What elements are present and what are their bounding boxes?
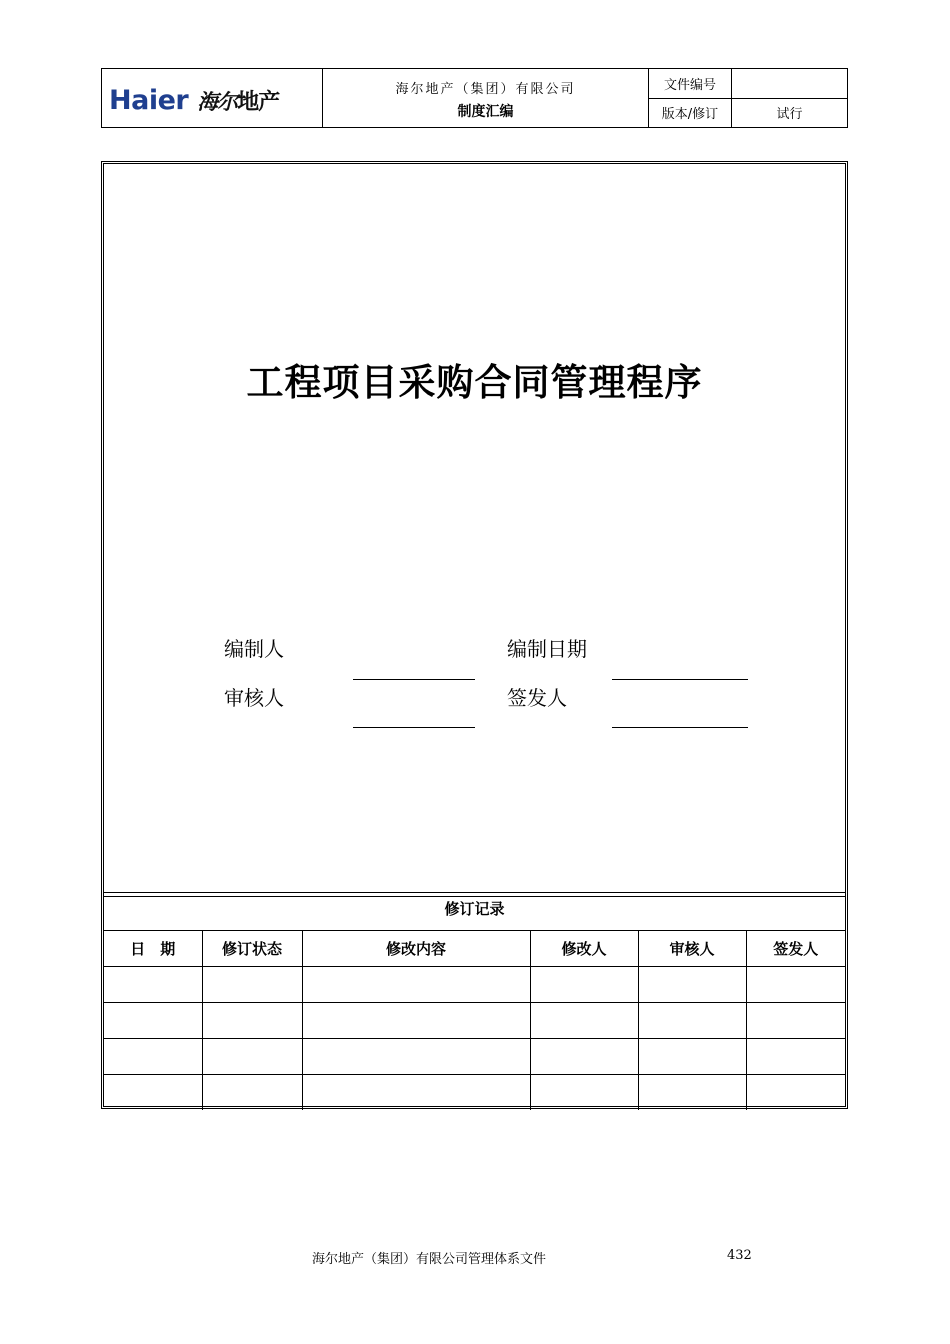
- table-cell: [746, 1003, 845, 1039]
- header-company-cell: [323, 69, 649, 127]
- table-cell: [104, 1003, 202, 1039]
- revision-table: [104, 930, 845, 1110]
- haier-logo: [109, 85, 279, 116]
- reviewer-label: 审核人: [224, 686, 284, 710]
- table-cell: [746, 1039, 845, 1075]
- reviewer-signature-line: [353, 727, 475, 728]
- version-row: [649, 98, 847, 127]
- table-cell: [302, 1003, 530, 1039]
- document-series: 制度汇编: [457, 104, 514, 120]
- table-cell: [746, 967, 845, 1003]
- issuer-label: 签发人: [507, 686, 567, 710]
- compiler-label: 编制人: [224, 637, 284, 661]
- table-row: [104, 1075, 845, 1111]
- table-cell: [638, 1075, 746, 1111]
- table-cell: [104, 967, 202, 1003]
- revision-separator-top: [104, 892, 845, 893]
- revision-header-row: [104, 931, 845, 967]
- table-cell: [302, 967, 530, 1003]
- table-cell: [302, 1039, 530, 1075]
- table-row: [104, 1003, 845, 1039]
- logo-cn: 地产: [237, 90, 280, 115]
- logo-brand: Haier: [109, 85, 189, 116]
- footer-text: 海尔地产（集团）有限公司管理体系文件: [312, 1252, 547, 1267]
- table-cell: [530, 1003, 638, 1039]
- version-value: 试行: [776, 107, 803, 122]
- table-cell: [202, 967, 302, 1003]
- table-cell: [202, 1003, 302, 1039]
- table-cell: [302, 1075, 530, 1111]
- table-cell: [638, 1003, 746, 1039]
- issuer-signature-line: [612, 727, 748, 728]
- table-cell: [104, 1075, 202, 1111]
- revision-separator-bottom: [104, 896, 845, 897]
- logo-cell: [102, 69, 323, 127]
- table-cell: [530, 1075, 638, 1111]
- col-change-content: 修改内容: [302, 931, 530, 967]
- page-number: 432: [727, 1248, 752, 1263]
- table-cell: [104, 1039, 202, 1075]
- table-cell: [746, 1075, 845, 1111]
- table-row: [104, 1039, 845, 1075]
- compiler-signature-line: [353, 679, 475, 680]
- table-row: [104, 967, 845, 1003]
- col-modifier: 修改人: [530, 931, 638, 967]
- logo-script: 海尔: [197, 89, 238, 114]
- col-reviewer: 审核人: [638, 931, 746, 967]
- col-date: 日 期: [104, 931, 202, 967]
- revision-record-title: 修订记录: [444, 900, 505, 918]
- doc-number-value: [732, 69, 847, 98]
- table-cell: [202, 1039, 302, 1075]
- table-cell: [638, 967, 746, 1003]
- compile-date-line: [612, 679, 748, 680]
- doc-number-row: [649, 69, 847, 99]
- compile-date-label: 编制日期: [507, 637, 587, 661]
- table-cell: [638, 1039, 746, 1075]
- table-cell: [530, 967, 638, 1003]
- doc-number-label: 文件编号: [649, 69, 732, 98]
- document-header: [101, 68, 848, 128]
- table-cell: [530, 1039, 638, 1075]
- version-label: 版本/修订: [649, 98, 732, 127]
- col-revision-status: 修订状态: [202, 931, 302, 967]
- document-title: 工程项目采购合同管理程序: [246, 361, 703, 404]
- table-cell: [202, 1075, 302, 1111]
- company-name: 海尔地产（集团）有限公司: [395, 82, 576, 97]
- header-meta: [649, 69, 847, 127]
- col-issuer: 签发人: [746, 931, 845, 967]
